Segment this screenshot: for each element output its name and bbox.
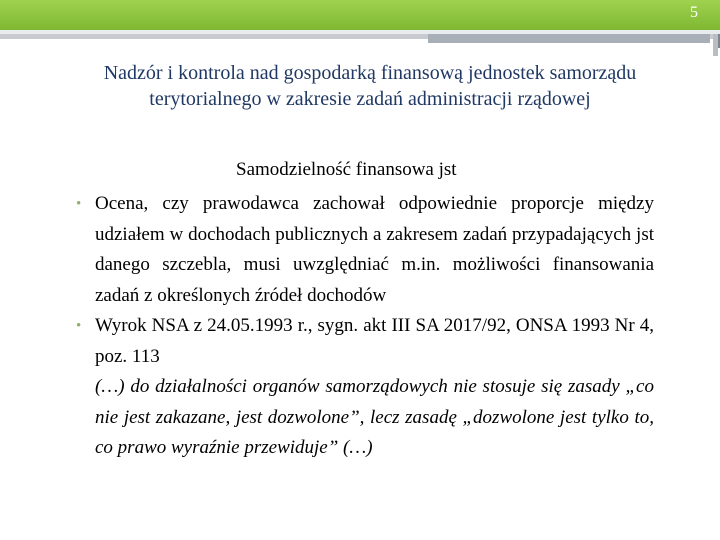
slide-title — [30, 60, 710, 112]
bullet-dot-icon: • — [76, 196, 82, 212]
bullet-item — [76, 311, 654, 372]
header-divider-tab — [428, 34, 710, 43]
bullet-item — [76, 189, 654, 311]
bullet-dot-icon: • — [76, 318, 82, 334]
judgment-quote: (…) do działalności organów samorządowych nie stosuje się zasady „co nie jest zakazane, jest dozwolone”, lecz zasadę „dozwolone jest tylko to, co prawo wyraźnie przewiduje” (…) — [95, 376, 654, 458]
page-number: 5 — [690, 4, 698, 21]
header-band-gradient — [0, 0, 720, 30]
section-heading: Samodzielność finansowa jst — [236, 159, 457, 180]
header-band — [0, 0, 720, 30]
bullet-text: Ocena, czy prawodawca zachował odpowiednie proporcje między udziałem w dochodach publicznych a zakresem zadań przypadających jst danego szczebla, musi uwzględniać m.in. możliwości finansowania zadań z określonych źródeł dochodów — [95, 193, 654, 306]
slide-title-line-1: Nadzór i kontrola nad gospodarką finansową jednostek samorządu — [103, 62, 637, 84]
bullet-text: Wyrok NSA z 24.05.1993 r., sygn. akt III SA 2017/92, ONSA 1993 Nr 4, poz. 113 — [95, 315, 654, 367]
slide-title-line-2: terytorialnego w zakresie zadań administracji rządowej — [149, 88, 591, 110]
slide-body — [76, 189, 654, 464]
